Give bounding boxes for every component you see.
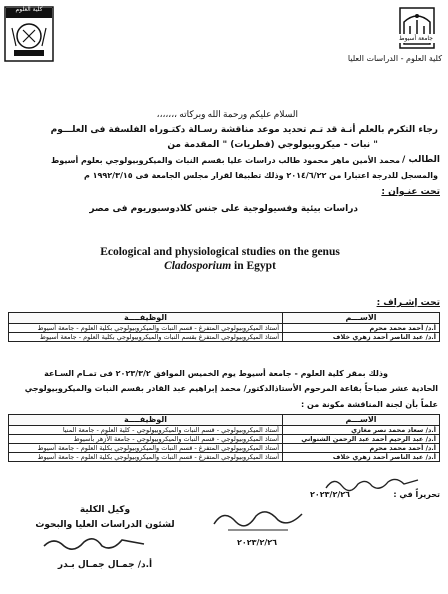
supervision-col-job: الوظيفــــة [9,313,283,324]
request-line: رجاء التكرم بالعلم أنـة قد تـم تحديد موعد مناقشة رسـالة دكتـوراه الفلسفة فى العلـــوم [50,125,438,135]
university-logo [398,6,436,50]
venue-line-2: الحادية عشر صباحاً بقاعة المرحوم الأستاذالدكتور/ محمد إبراهيم عبد القادر بقسم النبات والميكروبيولوجي [24,384,438,393]
committee-heading: علماً بأن لجنة المناقشة مكونة من : [301,400,438,409]
agent-title-2: لشئون الدراسات العليا والبحوث [35,520,175,530]
written-label: تحريراً في : [393,490,440,499]
member-name: أ.د/ سعاد محمد نصر مغازي [283,426,440,435]
supervision-table [8,312,440,342]
stamp-date: ٢٠٢٣/٢/٢٦ [236,538,278,547]
agent-signature [40,534,150,554]
committee-col-name: الاســـم [283,415,440,426]
greeting: السلام عليكم ورحمة الله وبركاته ،،،،،،، [156,109,298,119]
supervisor-job: أستاذ الميكروبيولوجي المتفرغ بقسم النبات والميكروبيولوجي بكلية العلوم - جامعة أسيوط [9,333,283,342]
venue-line-1: وذلك بمقر كلية العلوم - جامعة أسيوط يوم الخميس الموافق ٢٠٢٣/٣/٢ فى تمـام السـاعة [44,369,388,378]
supervisor-name: أ.د/ أحمد محمد محرم [283,324,440,333]
student-line: محمد الأمين ماهر محمود طالب دراسات عليا بقسم النبات والميكروبيولوجي بعلوم أسيوط [51,156,400,165]
table-row [9,333,440,342]
agent-title-1: وكيل الكلية [79,505,131,515]
member-name: أ.د/ عبد الناصر أحمد زهري خلاف [283,453,440,462]
member-job: أستاذ الميكروبيولوجي المتفرغ - قسم النبات والميكروبيولوجي بكلية العلوم - جامعة أسيوط [9,453,283,462]
faculty-line: كلية العلوم - الدراسات العليا [347,54,442,63]
member-job: أستاذ الميكروبيولوجي - قسم النبات والميكروبيولوجي - جامعة الأزهر بأسيوط [9,435,283,444]
member-name: أ.د/ عبد الرحيم أحمد عبد الرحمن الشنواني [283,435,440,444]
member-job: أستاذ الميكروبيولوجي - قسم النبات والميكروبيولوجي - كلية العلوم - جامعة المنيا [9,426,283,435]
genus-name: Cladosporium [164,260,232,272]
logo-caption: جامعة أسيوط [396,34,436,43]
signature-top [322,474,422,494]
thesis-title-arabic: دراسات بيئية وفسيولوجية على جنس كلادوسبوريوم فى مصر [89,204,358,214]
table-row [9,324,440,333]
registration-line: والمسجل للدرجة اعتبارا من ٢٠١٤/٦/٢٢ وذلك تطبيقا لقرار مجلس الجامعة فى ١٩٩٢/٣/١٥ م [83,171,438,180]
field-line: " نبات - ميكروبيولوجي (فطريات) " المقدمة من [167,140,378,150]
thesis-title-english-2 [60,259,380,273]
committee-table [8,414,440,462]
thesis-title-english-2-rest: in Egypt [231,260,276,272]
supervisor-job: أستاذ الميكروبيولوجي المتفرغ - قسم النبات والميكروبيولوجي بكلية العلوم - جامعة أسيوط [9,324,283,333]
faculty-logo [4,6,54,62]
supervision-heading: تحت إشـراف : [376,298,440,308]
agent-name: أ.د/ جمـال جمـال بـدر [57,560,153,570]
student-label: الطالب / [402,155,440,165]
table-row [9,453,440,462]
supervisor-name: أ.د/ عبد الناصر أحمد زهري خلاف [283,333,440,342]
member-name: أ.د/ أحمد محمد محرم [283,444,440,453]
faculty-logo-caption: كلية العلوم [15,6,43,13]
table-row [9,426,440,435]
member-job: أستاذ الميكروبيولوجي المتفرغ - قسم النبات والميكروبيولوجي بكلية العلوم - جامعة أسيوط [9,444,283,453]
table-row [9,435,440,444]
written-date: ٢٠٢٣/٢/٢٦ [310,490,351,499]
thesis-title-english-1: Ecological and physiological studies on the genus [100,246,340,258]
approval-signature [208,504,308,534]
title-heading: تحت عنـوان : [381,187,440,197]
committee-col-job: الوظيفــــة [9,415,283,426]
table-row [9,444,440,453]
supervision-col-name: الاســـم [283,313,440,324]
